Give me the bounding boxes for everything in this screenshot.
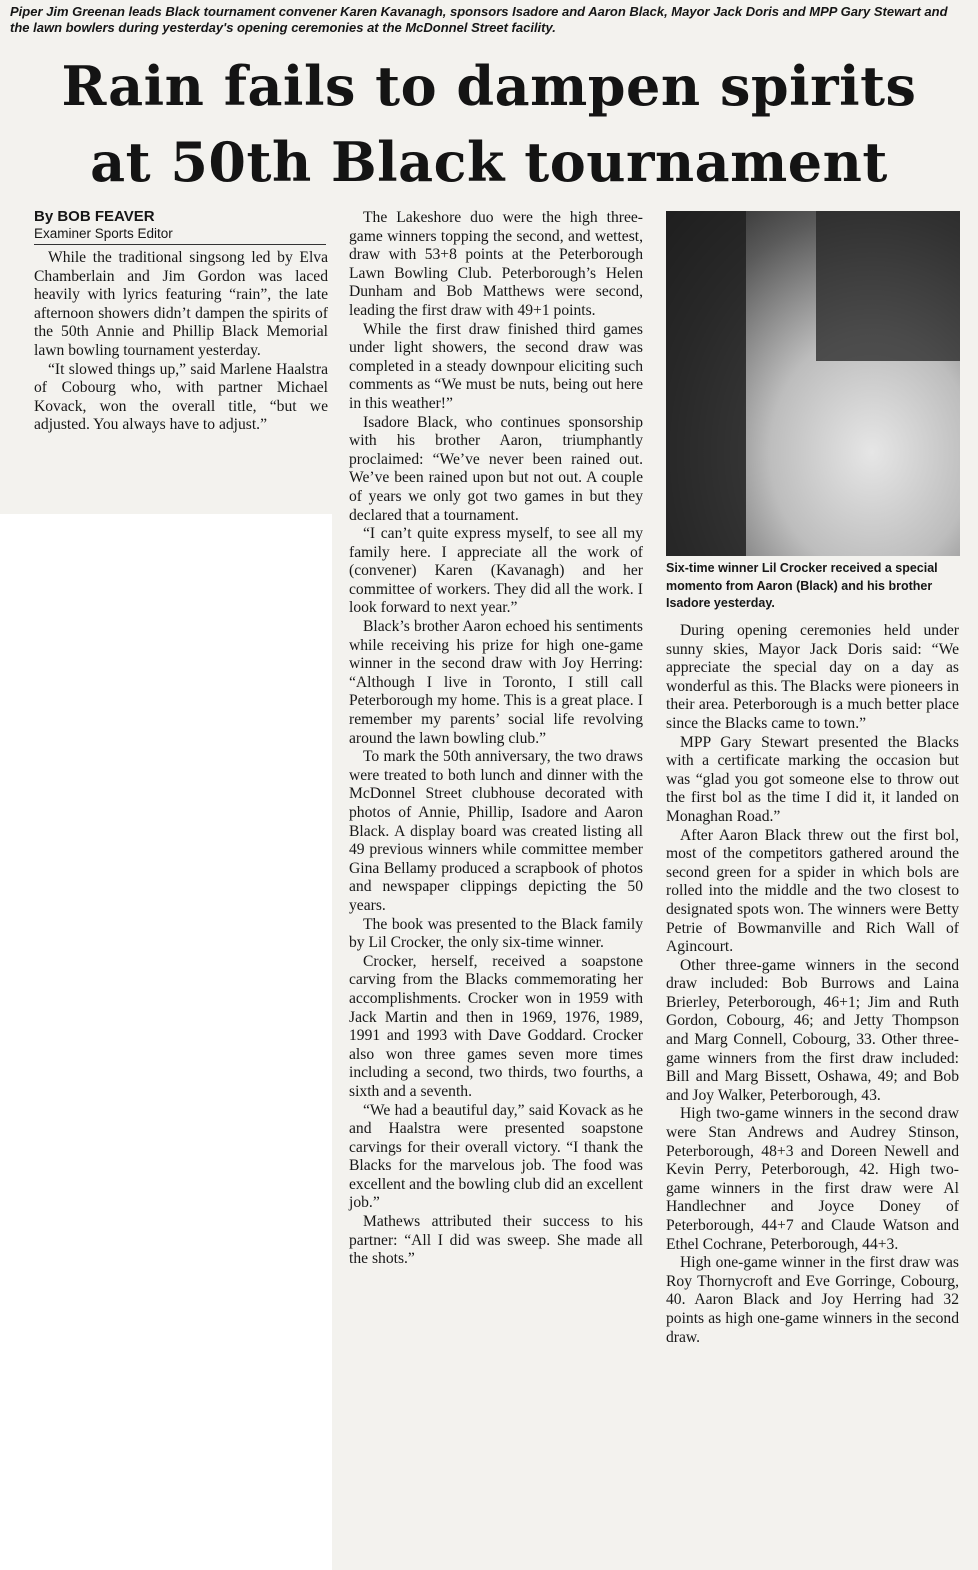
paragraph: “It slowed things up,” said Marlene Haalstra of Cobourg who, with partner Michael Kovack, won the overall title, “but we adjusted. You always have to adjust.” bbox=[34, 360, 328, 434]
headline-line-2: at 50th Black tournament bbox=[90, 130, 888, 194]
paragraph: Mathews attributed their success to his partner: “All I did was sweep. She made all the shots.” bbox=[349, 1213, 643, 1268]
paragraph: The Lakeshore duo were the high three-game winners topping the second, and wettest, draw with 53+8 points at the Peterborough Lawn Bowling Club. Peterborough’s Helen Dunham and Bob Matthews were second, leading the first draw with 49+1 points. bbox=[349, 209, 643, 319]
paragraph: High two-game winners in the second draw were Stan Andrews and Audrey Stinson, Peterborough, 48+3 and Doreen Newell and Kevin Perry, Peterborough, 42. High two-game winners in the first draw were Al Handlechner and Joyce Doney of Peterborough, 44+7 and Claude Watson and Ethel Cochrane, Peterborough, 44+3. bbox=[666, 1105, 959, 1253]
paragraph: After Aaron Black threw out the first bol, most of the competitors gathered around the second green for a spider in which bols are rolled into the middle and the two closest to designated spots won. The winners were Betty Petrie of Bowmanville and Rich Wall of Agincourt. bbox=[666, 826, 959, 956]
photo-shadow bbox=[666, 211, 746, 556]
article-column-1 bbox=[34, 249, 328, 435]
byline bbox=[34, 208, 326, 245]
paragraph: The book was presented to the Black family by Lil Crocker, the only six-time winner. bbox=[349, 915, 643, 952]
headline-line-1: Rain fails to dampen spirits bbox=[61, 54, 917, 118]
article-photo bbox=[666, 211, 960, 556]
paragraph: High one-game winner in the first draw was Roy Thornycroft and Eve Gorringe, Cobourg, 40. Aaron Black and Joy Herring had 32 points as high one-game winners in the second draw. bbox=[666, 1254, 959, 1346]
photo-caption: Six-time winner Lil Crocker received a special momento from Aaron (Black) and his brother Isadore yesterday. bbox=[666, 561, 938, 610]
paragraph: While the traditional singsong led by Elva Chamberlain and Jim Gordon was laced heavily with lyrics featuring “rain”, the late afternoon showers didn’t dampen the spirits of the 50th Annie and Phillip Black Memorial lawn bowling tournament yesterday. bbox=[34, 249, 328, 359]
paragraph: Isadore Black, who continues sponsorship with his brother Aaron, triumphantly proclaimed: “We’ve never been rained out. We’ve been rained upon but not out. A couple of years we only got two games in but they declared that a tournament. bbox=[349, 413, 643, 524]
byline-title: Examiner Sports Editor bbox=[34, 226, 173, 241]
paragraph: To mark the 50th anniversary, the two draws were treated to both lunch and dinner with the McDonnel Street clubhouse decorated with photos of Annie, Phillip, Isadore and Aaron Black. A display board was created listing all 49 previous winners while committee member Gina Bellamy produced a scrapbook of photos and newspaper clippings depicting the 50 years. bbox=[349, 748, 643, 914]
paragraph: While the first draw finished third games under light showers, the second draw was completed in a steady downpour eliciting such comments as “We must be nuts, being out here in this weather!” bbox=[349, 320, 643, 412]
paragraph: MPP Gary Stewart presented the Blacks with a certificate marking the occasion but was “glad you got someone else to throw out the first bol as the time I did it, it landed on Monaghan Road.” bbox=[666, 733, 959, 825]
paragraph: “I can’t quite express myself, to see all my family here. I appreciate all the work of (convener) Karen (Kavanagh) and her committee of workers. They did all the work. I look forward to next year.” bbox=[349, 525, 643, 617]
paragraph: Other three-game winners in the second draw included: Bob Burrows and Laina Brierley, Peterborough, 46+1; Jim and Ruth Gordon, Cobourg, 46; and Jetty Thompson and Marg Connell, Cobourg, 33. Other three-game winners from the first draw included: Bill and Marg Bissett, Oshawa, 49; and Bob and Joy Walker, Peterborough, 43. bbox=[666, 956, 959, 1104]
paragraph: “We had a beautiful day,” said Kovack as he and Haalstra were presented soapstone carvings for their overall victory. “I thank the Blacks for the marvelous job. The food was excellent and the bowling club did an excellent job.” bbox=[349, 1101, 644, 1212]
byline-author: By BOB FEAVER bbox=[34, 208, 155, 225]
paragraph: During opening ceremonies held under sunny skies, Mayor Jack Doris said: “We appreciate the special day on a day as wonderful as this. The Blacks were pioneers in their area. Peterborough is a much better place since the Blacks came to town.” bbox=[666, 622, 959, 732]
top-photo-caption: Piper Jim Greenan leads Black tournament convener Karen Kavanagh, sponsors Isadore and Aaron Black, Mayor Jack Doris and MPP Gary Stewart and the lawn bowlers during yesterday's opening ceremonies at the McDonnel Street facility. bbox=[10, 4, 948, 35]
article-column-2 bbox=[349, 209, 643, 1269]
headline bbox=[0, 48, 978, 200]
article-column-3 bbox=[666, 622, 959, 1347]
paragraph: Crocker, herself, received a soapstone carving from the Blacks commemorating her accomplishments. Crocker won in 1959 with Jack Martin and then in 1969, 1976, 1989, 1991 and 1993 with Dave Goddard. Crocker also won three games seven more times including a second, two thirds, two fourths, a sixth and a seventh. bbox=[349, 952, 643, 1100]
photo-shadow bbox=[816, 211, 960, 361]
paragraph: Black’s brother Aaron echoed his sentiments while receiving his prize for high one-game winner in the second draw with Joy Herring: “Although I live in Toronto, I still call Peterborough my home. This is a great place. I remember my parents’ social life revolving around the lawn bowling club.” bbox=[349, 618, 643, 747]
